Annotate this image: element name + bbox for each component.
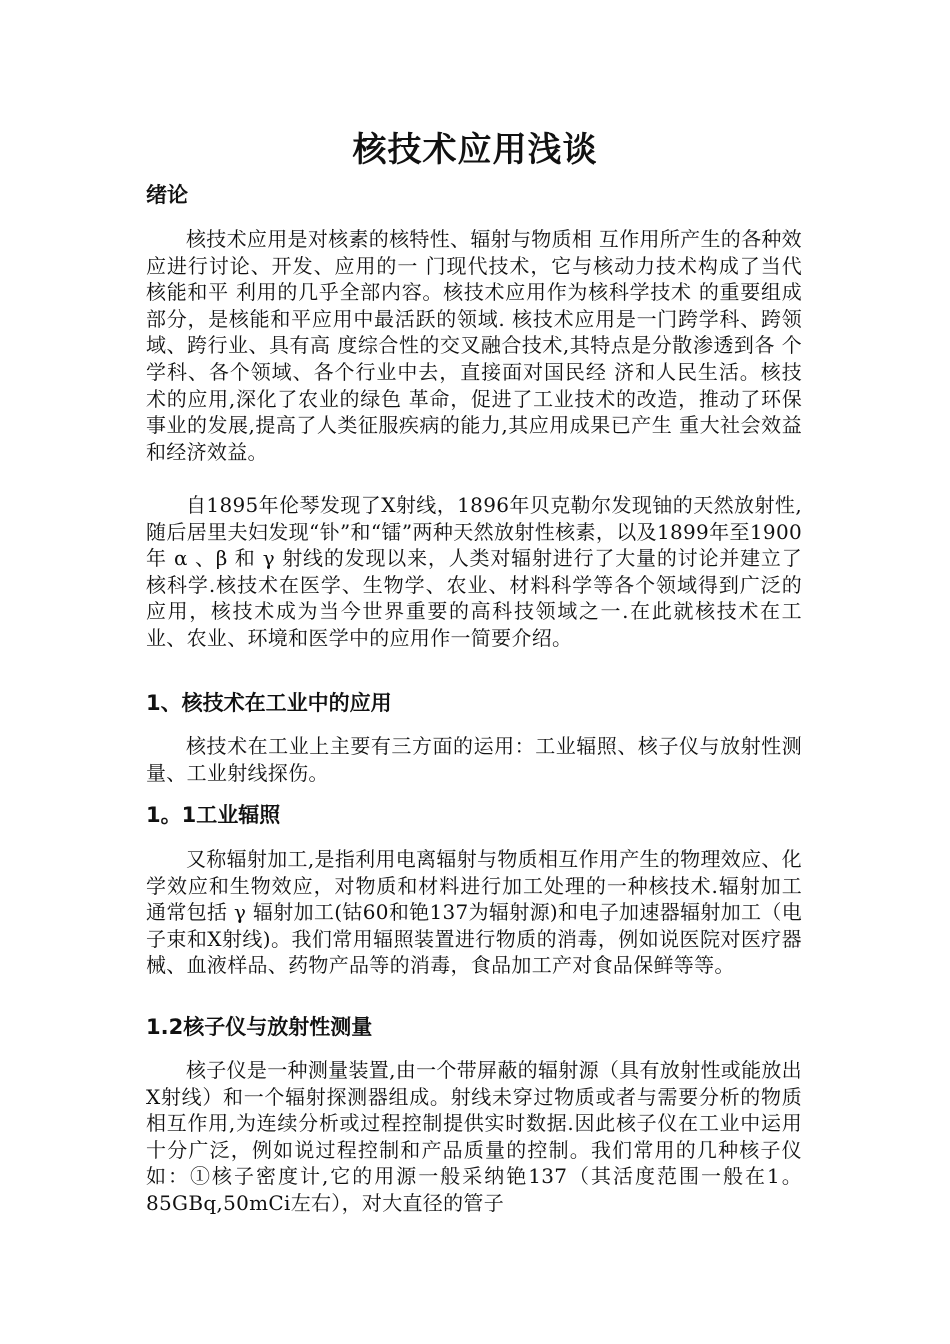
intro-paragraph-1: 核技术应用是对核素的核特性、辐射与物质相 互作用所产生的各种效应进行讨论、开发、应用的一 门现代技术，它与核动力技术构成了当代核能和平 利用的几乎全部内容。核技术应用作为核科学技术 的重要组成部分，是核能和平应用中最活跃的领域. 核技术应用是一门跨学科、跨领域、跨行业、具有高 度综合性的交叉融合技术,其特点是分散渗透到各 个学科、各个领域、各个行业中去，直接面对国民经 济和人民生活。核技术的应用,深化了农业的绿色 革命，促进了工业技术的改造，推动了环保事业的发展,提高了人类征服疾病的能力,其应用成果已产生 重大社会效益和经济效益。 bbox=[146, 227, 802, 464]
section-heading-irradiation: 1。1工业辐照 bbox=[146, 803, 281, 827]
intro-paragraph-2: 自1895年伦琴发现了X射线，1896年贝克勒尔发现铀的天然放射性,随后居里夫妇发现“钋”和“镭”两种天然放射性核素，以及1899年至1900年 α 、β 和 γ 射线的发现以来，人类对辐射进行了大量的讨论并建立了核科学.核技术在医学、生物学、农业、材料科学等各个领域得到广泛的应用，核技术成为当今世界重要的高科技领域之一.在此就核技术在工业、农业、环境和医学中的应用作一简要介绍。 bbox=[146, 493, 802, 650]
section-heading-nucleonic-gauge: 1.2核子仪与放射性测量 bbox=[146, 1015, 373, 1039]
document-title: 核技术应用浅谈 bbox=[352, 130, 598, 170]
industry-paragraph: 核技术在工业上主要有三方面的运用：工业辐照、核子仪与放射性测量、工业射线探伤。 bbox=[146, 734, 802, 785]
nucleonic-gauge-paragraph: 核子仪是一种测量装置,由一个带屏蔽的辐射源（具有放射性或能放出X射线）和一个辐射探测器组成。射线未穿过物质或者与需要分析的物质相互作用,为连续分析或过程控制提供实时数据.因此核子仪在工业中运用十分广泛，例如说过程控制和产品质量的控制。我们常用的几种核子仪如：①核子密度计,它的用源一般采纳铯137（其活度范围一般在1。85GBq,50mCi左右），对大直径的管子 bbox=[146, 1058, 802, 1215]
section-heading-industry: 1、核技术在工业中的应用 bbox=[146, 691, 392, 715]
section-heading-intro: 绪论 bbox=[146, 183, 188, 207]
irradiation-paragraph: 又称辐射加工,是指利用电离辐射与物质相互作用产生的物理效应、化学效应和生物效应，对物质和材料进行加工处理的一种核技术.辐射加工通常包括 γ 辐射加工(钴60和铯137为辐射源)和电子加速器辐射加工（电子束和X射线)。我们常用辐照装置进行物质的消毒，例如说医院对医疗器械、血液样品、药物产品等的消毒，食品加工产对食品保鲜等等。 bbox=[146, 847, 802, 978]
